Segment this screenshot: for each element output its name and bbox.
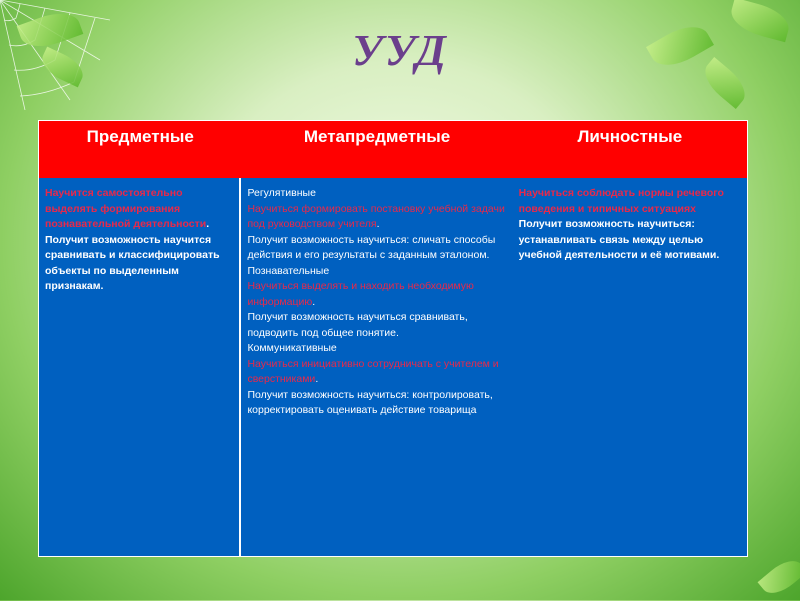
uud-table — [38, 120, 748, 557]
regulative-label: Регулятивные — [247, 187, 316, 199]
cognitive-red-text: Научиться выделять и находить необходимую информацию — [247, 280, 474, 308]
leaf-decoration — [758, 553, 800, 600]
cognitive-label: Познавательные — [247, 264, 330, 277]
communicative-label: Коммуникативные — [247, 342, 337, 354]
communicative-text: Получит возможность научиться: контролировать, корректировать оценивать действие товарища — [247, 388, 493, 416]
header-metasubject: Метапредметные — [303, 127, 451, 146]
cell-metasubject: Регулятивные Научиться формировать постановку учебной задачи под руководством учителя. Получит возможность научиться: сличать способы действия и его результаты с заданным эталоном. Познавательные Научиться выделять и находить необходимую информацию. Получит возможность научиться сравнивать, подводить под общее понятие. Коммуникативные Научиться инициативно сотрудничать с учителем и сверстниками. Получит возможность научиться: контролировать, корректировать оценивать действие товарища — [241, 178, 512, 556]
table-body-row — [39, 178, 747, 556]
regulative-text: Получит возможность научиться: сличать способы действия и его результаты с заданным эталоном. — [247, 233, 496, 261]
cell-personal-red-text: Научиться соблюдать нормы речевого поведения и типичных ситуациях — [518, 187, 724, 215]
regulative-red-text: Научиться формировать постановку учебной задачи под руководством учителя — [247, 202, 505, 230]
table-header-row — [39, 121, 747, 178]
cell-personal-text: Получит возможность научиться: устанавливать связь между целью учебной деятельности и её мотивами. — [518, 218, 720, 261]
cell-personal — [513, 178, 747, 556]
header-personal: Личностные — [577, 127, 683, 146]
cell-subject — [39, 178, 241, 556]
header-subject: Предметные — [86, 127, 194, 146]
cell-subject-text: . Получит возможность научится сравнивать и классифицировать объекты по выделенным признакам. — [45, 218, 220, 292]
page-title: УУД — [352, 26, 448, 75]
communicative-red-text: Научиться инициативно сотрудничать с учителем и сверстниками — [247, 357, 499, 385]
cell-subject-red-text: Научится самостоятельно выделять формирования познавательной деятельности — [45, 187, 207, 230]
cognitive-text: Получит возможность научиться сравнивать, подводить под общее понятие. — [247, 311, 468, 339]
